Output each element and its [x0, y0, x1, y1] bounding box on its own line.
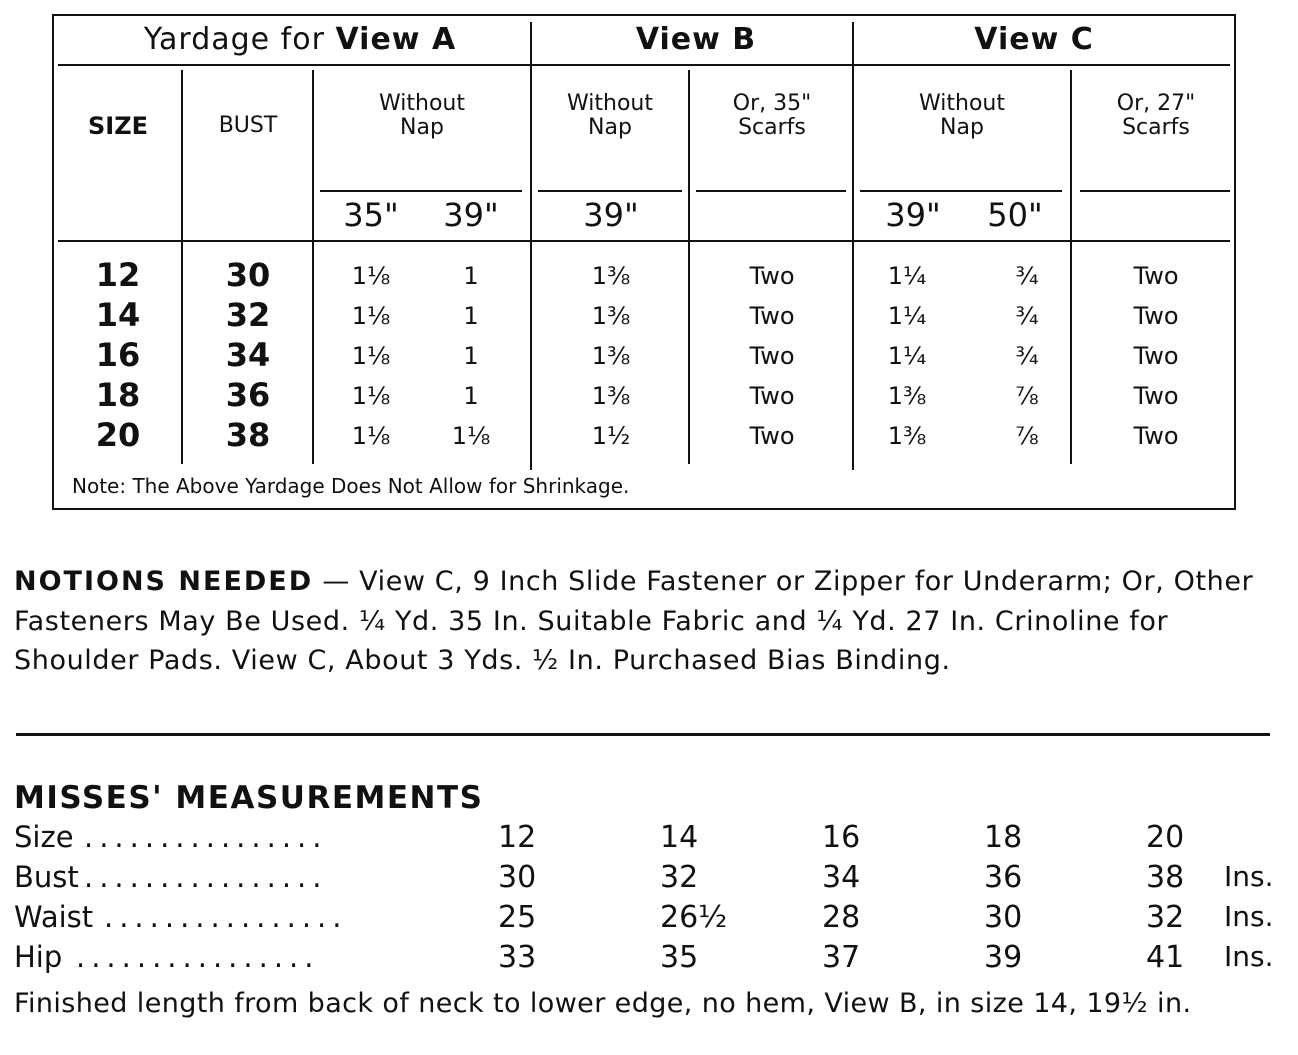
measurement-unit: Ins.	[1224, 900, 1274, 933]
measurement-value: 34	[822, 860, 861, 895]
a35-cell: 1⅛	[351, 302, 391, 330]
measurement-value: 32	[1146, 900, 1185, 935]
width-c-50: 50"	[987, 196, 1043, 234]
width-a-35: 35"	[343, 196, 399, 234]
measurement-value: 16	[822, 820, 861, 855]
c-scarfs-cell: Two	[1133, 342, 1179, 370]
view-divider-ab	[530, 22, 532, 470]
b39-cell: 1⅜	[591, 342, 631, 370]
view-c-title: View C	[974, 22, 1094, 57]
a39-cell: 1	[463, 302, 479, 330]
a35-cell: 1⅛	[351, 262, 391, 290]
bust-header: BUST	[218, 113, 278, 138]
c39-cell: 1⅜	[887, 422, 927, 450]
width-rule-c	[860, 190, 1062, 192]
a39-cell: 1⅛	[451, 422, 491, 450]
c-scarfs-cell: Two	[1133, 382, 1179, 410]
view-a-title: Yardage for View A	[143, 22, 457, 57]
c-scarfs-cell: Two	[1133, 422, 1179, 450]
measurement-label: Waist	[14, 900, 94, 934]
bust-cell: 32	[225, 296, 271, 334]
c-scarfs-cell: Two	[1133, 262, 1179, 290]
c50-cell: ¾	[1015, 262, 1039, 290]
finished-length-note: Finished length from back of neck to lower edge, no hem, View B, in size 14, 19½ in.	[14, 988, 1192, 1019]
leader-dots: ................	[76, 940, 320, 974]
measurement-value: 28	[822, 900, 861, 935]
view-c-without-nap-header: Without Nap	[919, 91, 1005, 140]
a35-cell: 1⅛	[351, 422, 391, 450]
section-divider	[16, 733, 1270, 736]
measurement-value: 41	[1146, 940, 1185, 975]
width-b-39: 39"	[583, 196, 639, 234]
b39-cell: 1⅜	[591, 302, 631, 330]
c50-cell: ⅞	[1015, 382, 1039, 410]
c50-cell: ⅞	[1015, 422, 1039, 450]
size-cell: 16	[95, 336, 141, 374]
b39-cell: 1½	[591, 422, 631, 450]
b-scarfs-cell: Two	[749, 382, 795, 410]
measurement-value: 38	[1146, 860, 1185, 895]
size-cell: 18	[95, 376, 141, 414]
measurement-label: Hip	[14, 940, 63, 974]
header-bottom-rule	[58, 240, 1230, 242]
measurement-value: 30	[984, 900, 1023, 935]
b-scarfs-cell: Two	[749, 302, 795, 330]
yardage-table	[52, 14, 1236, 510]
view-b-without-nap-header: Without Nap	[567, 91, 653, 140]
b39-cell: 1⅜	[591, 262, 631, 290]
measurement-label: Size	[14, 820, 74, 854]
size-cell: 14	[95, 296, 141, 334]
view-b-title: View B	[635, 22, 757, 57]
measurement-unit: Ins.	[1224, 860, 1274, 893]
measurement-value: 36	[984, 860, 1023, 895]
measurement-value: 12	[498, 820, 537, 855]
c39-cell: 1¼	[887, 342, 927, 370]
measurement-value: 14	[660, 820, 699, 855]
measurement-value: 30	[498, 860, 537, 895]
c-scarfs-cell: Two	[1133, 302, 1179, 330]
col-divider-b-scarfs	[688, 70, 690, 464]
width-rule-c-scarfs	[1080, 190, 1230, 192]
view-b-scarfs-header: Or, 35" Scarfs	[732, 91, 812, 140]
measurement-row-size	[14, 820, 1284, 860]
b39-cell: 1⅜	[591, 382, 631, 410]
measurements-title: MISSES' MEASUREMENTS	[14, 780, 484, 816]
measurement-value: 37	[822, 940, 861, 975]
col-divider-bust-a	[312, 70, 314, 464]
a39-cell: 1	[463, 382, 479, 410]
view-header-rule	[58, 64, 1230, 66]
bust-cell: 36	[225, 376, 271, 414]
size-cell: 12	[95, 256, 141, 294]
leader-dots: ................	[84, 860, 328, 894]
c39-cell: 1¼	[887, 302, 927, 330]
measurement-value: 25	[498, 900, 537, 935]
col-divider-size-bust	[181, 70, 183, 464]
width-a-39: 39"	[443, 196, 499, 234]
measurement-unit: Ins.	[1224, 940, 1274, 973]
bust-cell: 30	[225, 256, 271, 294]
b-scarfs-cell: Two	[749, 342, 795, 370]
a39-cell: 1	[463, 262, 479, 290]
measurement-row-bust	[14, 860, 1284, 900]
a39-cell: 1	[463, 342, 479, 370]
measurement-label: Bust	[14, 860, 79, 894]
width-rule-a	[320, 190, 522, 192]
size-header: SIZE	[87, 112, 148, 140]
measurement-value: 20	[1146, 820, 1185, 855]
shrinkage-note: Note: The Above Yardage Does Not Allow for Shrinkage.	[72, 474, 630, 498]
bust-cell: 38	[225, 416, 271, 454]
notions-label: NOTIONS NEEDED	[14, 566, 314, 597]
b-scarfs-cell: Two	[749, 262, 795, 290]
measurement-row-hip	[14, 940, 1284, 980]
c50-cell: ¾	[1015, 342, 1039, 370]
width-c-39: 39"	[885, 196, 941, 234]
c39-cell: 1⅜	[887, 382, 927, 410]
a35-cell: 1⅛	[351, 382, 391, 410]
measurement-value: 35	[660, 940, 699, 975]
measurement-value: 18	[984, 820, 1023, 855]
measurement-value: 32	[660, 860, 699, 895]
b-scarfs-cell: Two	[749, 422, 795, 450]
measurement-value: 33	[498, 940, 537, 975]
leader-dots: ................	[104, 900, 348, 934]
width-rule-b	[538, 190, 682, 192]
notions-paragraph	[14, 562, 1284, 681]
view-divider-bc	[852, 22, 854, 470]
notions-text: — View C, 9 Inch Slide Fastener or Zipper for Underarm; Or, Other Fasteners May Be Used. ¼ Yd. 35 In. Suitable Fabric and ¼ Yd. 27 In. Crinoline for Shoulder Pads. View C, About 3 Yds. ½ In. Purchased Bias Binding.	[14, 566, 1254, 676]
view-c-scarfs-header: Or, 27" Scarfs	[1116, 91, 1196, 140]
size-cell: 20	[95, 416, 141, 454]
measurement-row-waist	[14, 900, 1284, 940]
c39-cell: 1¼	[887, 262, 927, 290]
a35-cell: 1⅛	[351, 342, 391, 370]
c50-cell: ¾	[1015, 302, 1039, 330]
leader-dots: ................	[84, 820, 328, 854]
width-rule-b-scarfs	[696, 190, 846, 192]
bust-cell: 34	[225, 336, 271, 374]
view-a-without-nap-header: Without Nap	[379, 91, 465, 140]
measurement-value: 39	[984, 940, 1023, 975]
measurement-value: 26½	[660, 900, 728, 935]
